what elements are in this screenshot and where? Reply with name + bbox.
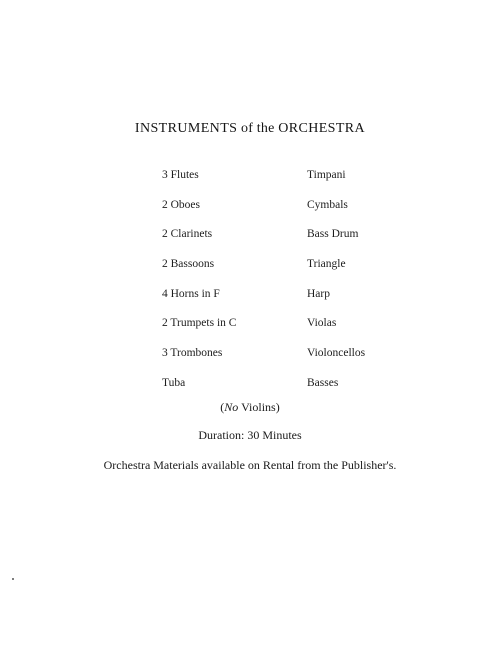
instrument-item: Triangle (307, 258, 346, 271)
note-rest: Violins) (238, 400, 280, 414)
note-open-paren: ( (220, 400, 225, 414)
duration-text: Duration: 30 Minutes (198, 428, 302, 442)
title-of-the: of the (241, 121, 275, 136)
instrument-item: Timpani (307, 169, 346, 181)
instrument-item: Violoncellos (307, 347, 366, 360)
instrument-list-left (162, 161, 236, 399)
instrument-item: 2 Clarinets (162, 228, 213, 241)
instrument-item: 3 Flutes (162, 169, 199, 181)
instrument-item: Tuba (162, 376, 186, 389)
page-speck (12, 578, 14, 580)
instrument-item: 2 Bassoons (162, 258, 215, 271)
instrument-item: 2 Trumpets in C (162, 317, 237, 330)
rental-notice: Orchestra Materials available on Rental from the Publisher's. (103, 458, 397, 472)
instrument-item: 3 Trombones (162, 347, 223, 360)
instrument-item: Cymbals (307, 198, 348, 211)
instrument-item: 2 Oboes (162, 198, 201, 211)
title-orchestra: ORCHESTRA (278, 121, 366, 136)
instrument-item: Violas (307, 317, 337, 330)
instrument-item: Basses (307, 376, 339, 389)
instrument-item: Bass Drum (307, 228, 359, 241)
title-instruments: INSTRUMENTS (134, 121, 238, 136)
no-violins-note (0, 400, 500, 415)
page-title (0, 121, 500, 137)
instrument-item: Harp (307, 287, 330, 300)
instrument-item: 4 Horns in F (162, 287, 220, 300)
instrument-list-right (307, 161, 365, 399)
note-emphasis: No (224, 400, 239, 414)
